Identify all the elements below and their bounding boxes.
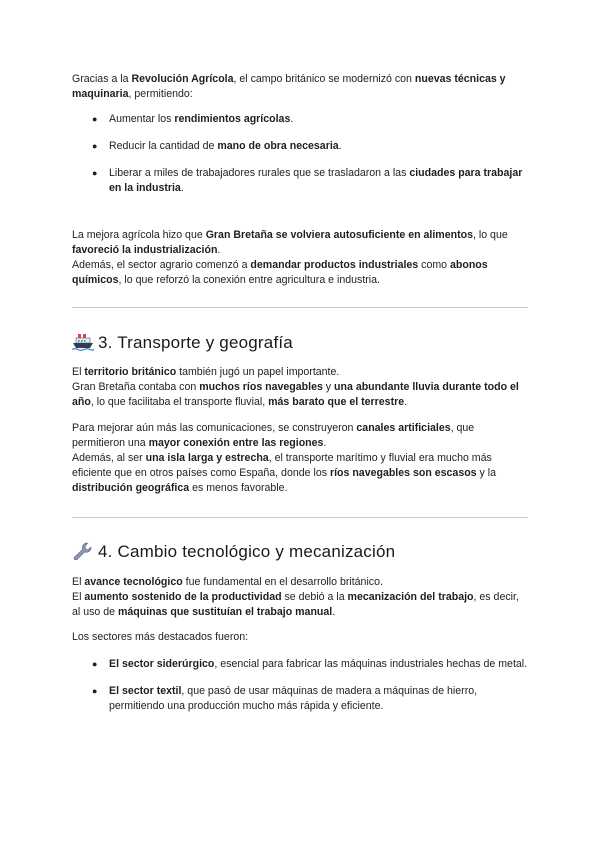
bold-text: El sector siderúrgico: [109, 658, 215, 670]
text-run: El: [72, 366, 85, 378]
text-run: , lo que facilitaba el transporte fluvial,: [90, 396, 269, 408]
text-run: es menos favorable.: [189, 482, 288, 494]
bold-text: avance tecnológico: [84, 576, 183, 588]
bold-text: muchos ríos navegables: [199, 381, 323, 393]
section-4-title: 4. Cambio tecnológico y mecanización: [98, 542, 396, 561]
sectors-block: [72, 657, 528, 714]
bold-text: ríos navegables son escasos: [329, 467, 477, 479]
ship-icon: [72, 333, 94, 351]
bold-text: ciudades para trabajar en la industria: [109, 167, 523, 194]
text-run: Además, el sector agrario comenzó a: [72, 259, 251, 271]
text-run: .: [290, 113, 294, 125]
section-3-title: 3. Transporte y geografía: [98, 333, 293, 352]
section-3-para-1: [72, 365, 528, 410]
section-3-para-2: [72, 421, 528, 496]
bullet-glyph: ●: [92, 141, 98, 151]
text-run: , el campo británico se modernizó con: [233, 73, 415, 85]
bold-text: aumento sostenido de la productividad: [84, 591, 282, 603]
bold-text: territorio británico: [84, 366, 177, 378]
text-run: Gran Bretaña contaba con: [72, 381, 200, 393]
list-item: [72, 166, 528, 196]
bullet-glyph: ●: [92, 114, 98, 124]
bold-text: una abundante lluvia durante todo el año: [72, 381, 519, 408]
text-run: Además, al ser: [72, 452, 146, 464]
list-item: [72, 657, 528, 672]
text-run: , que pasó de usar máquinas de madera a máquinas de hierro, permitiendo una producción mucho más rápida y eficiente.: [109, 685, 478, 712]
text-run: Aumentar los: [109, 113, 175, 125]
text-run: y la: [476, 467, 497, 479]
text-run: , esencial para fabricar las máquinas industriales hechas de metal.: [214, 658, 528, 670]
bold-text: distribución geográfica: [72, 482, 190, 494]
text-run: , que permitieron una: [72, 422, 475, 449]
text-run: también jugó un papel importante.: [176, 366, 340, 378]
bold-text: abonos químicos: [72, 259, 488, 286]
text-run: La mejora agrícola hizo que: [72, 229, 206, 241]
bold-text: más barato que el terrestre: [268, 396, 405, 408]
list-item: [72, 139, 528, 154]
text-run: , permitiendo:: [128, 88, 193, 100]
bold-text: una isla larga y estrecha: [145, 452, 269, 464]
bullet-glyph: ●: [92, 659, 98, 669]
bold-text: canales artificiales: [356, 422, 451, 434]
section-divider: [72, 517, 528, 518]
bold-text: mayor conexión entre las regiones: [148, 437, 324, 449]
bold-text: nuevas técnicas y maquinaria: [72, 73, 506, 100]
text-run: .: [338, 140, 342, 152]
text-run: El: [72, 591, 85, 603]
text-run: Liberar a miles de trabajadores rurales que se trasladaron a las: [109, 167, 410, 179]
bold-text: favoreció la industrialización: [72, 244, 218, 256]
intro-paragraph: [72, 72, 528, 102]
text-run: El: [72, 576, 85, 588]
bold-text: mano de obra necesaria: [217, 140, 339, 152]
bold-text: rendimientos agrícolas: [174, 113, 291, 125]
text-run: , es decir, al uso de: [72, 591, 519, 618]
text-run: .: [332, 606, 336, 618]
text-run: Reducir la cantidad de: [109, 140, 218, 152]
text-run: se debió a la: [281, 591, 348, 603]
list-item: [72, 112, 528, 127]
text-run: fue fundamental en el desarrollo británico.: [182, 576, 383, 588]
bullet-glyph: ●: [92, 168, 98, 178]
agri-paragraph: [72, 228, 528, 288]
text-run: .: [404, 396, 408, 408]
text-run: Para mejorar aún más las comunicaciones, se construyeron: [72, 422, 357, 434]
bold-text: mecanización del trabajo: [347, 591, 474, 603]
text-run: como: [418, 259, 450, 271]
bold-text: máquinas que sustituían el trabajo manual: [117, 606, 333, 618]
wrench-icon: [72, 542, 94, 560]
text-run: .: [180, 182, 184, 194]
text-run: y: [322, 381, 335, 393]
text-run: Gracias a la: [72, 73, 132, 85]
benefits-list: [72, 112, 528, 196]
section-4-heading: [72, 541, 528, 563]
bold-text: demandar productos industriales: [250, 259, 419, 271]
text-run: , lo que reforzó la conexión entre agricultura e industria.: [118, 274, 380, 286]
bold-text: El sector textil: [109, 685, 182, 697]
text-run: , el transporte marítimo y fluvial era mucho más eficiente que en otros países como España, donde los: [72, 452, 492, 479]
list-item: [72, 684, 528, 714]
sectors-intro: Los sectores más destacados fueron:: [72, 631, 249, 643]
bullet-glyph: ●: [92, 686, 98, 696]
text-run: .: [323, 437, 327, 449]
bold-text: Gran Bretaña se volviera autosuficiente en alimentos: [205, 229, 473, 241]
text-run: , lo que: [472, 229, 508, 241]
sectors-list: [72, 657, 528, 714]
bold-text: Revolución Agrícola: [131, 73, 234, 85]
text-run: .: [217, 244, 221, 256]
section-3-heading: [72, 332, 528, 354]
section-4-para-1: [72, 575, 528, 620]
intro-block: [72, 72, 528, 196]
section-divider: [72, 307, 528, 308]
